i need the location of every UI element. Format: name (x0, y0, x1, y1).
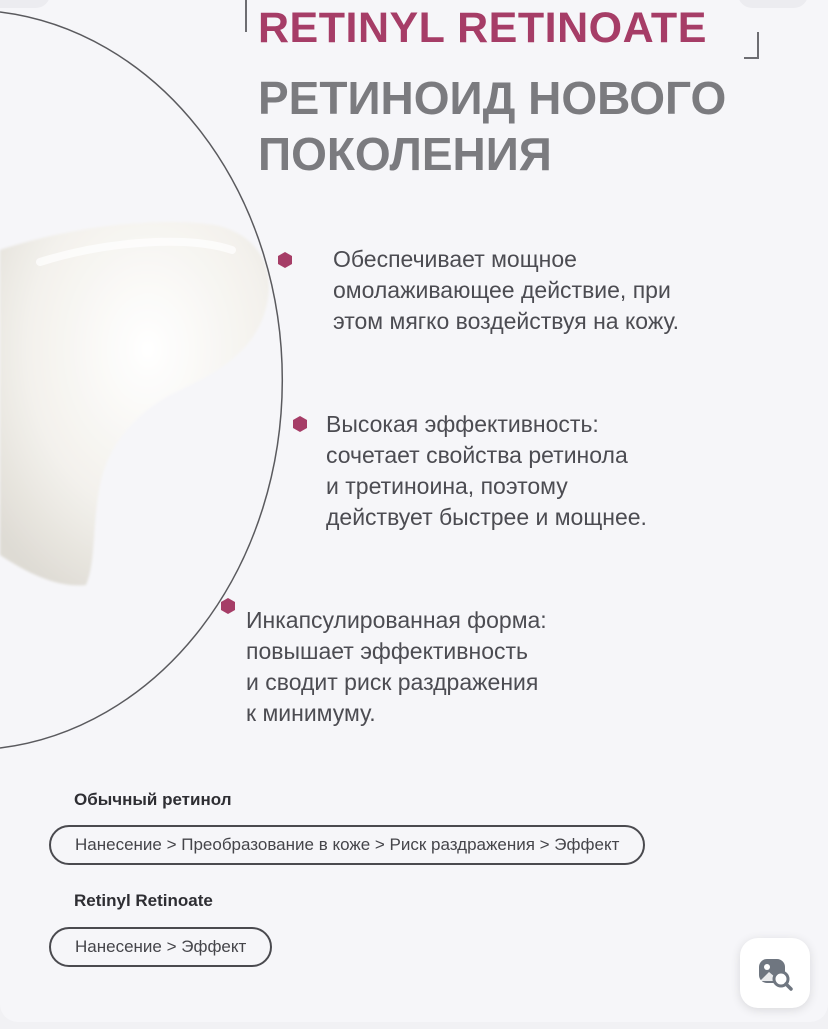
retinyl-retinoate-flow: Нанесение > Эффект (49, 927, 272, 967)
retinyl-retinoate-label: Retinyl Retinoate (74, 891, 213, 910)
bullet-marker-2 (293, 416, 307, 432)
image-search-button[interactable] (740, 938, 810, 1008)
cream-swatch (0, 222, 269, 586)
benefit-text-1: Обеспечивает мощное омолаживающее действие, при этом мягко воздействуя на кожу. (333, 246, 680, 334)
benefit-text-3: Инкапсулированная форма: повышает эффективность и сводит риск раздражения к минимуму. (246, 607, 547, 726)
image-search-icon (755, 953, 795, 993)
subtitle: РЕТИНОИД НОВОГО ПОКОЛЕНИЯ (258, 72, 727, 180)
bullet-marker-1 (278, 252, 292, 268)
benefit-text-2: Высокая эффективность: сочетает свойства ретинола и третиноина, поэтому действует быстрее и мощнее. (326, 411, 647, 530)
regular-retinol-label: Обычный ретинол (74, 790, 232, 809)
title-bracket-right (744, 32, 758, 58)
brand-title: RETINYL RETINOATE (258, 4, 707, 52)
bullet-marker-3 (221, 598, 235, 614)
regular-retinol-flow: Нанесение > Преобразование в коже > Риск раздражения > Эффект (49, 825, 645, 865)
